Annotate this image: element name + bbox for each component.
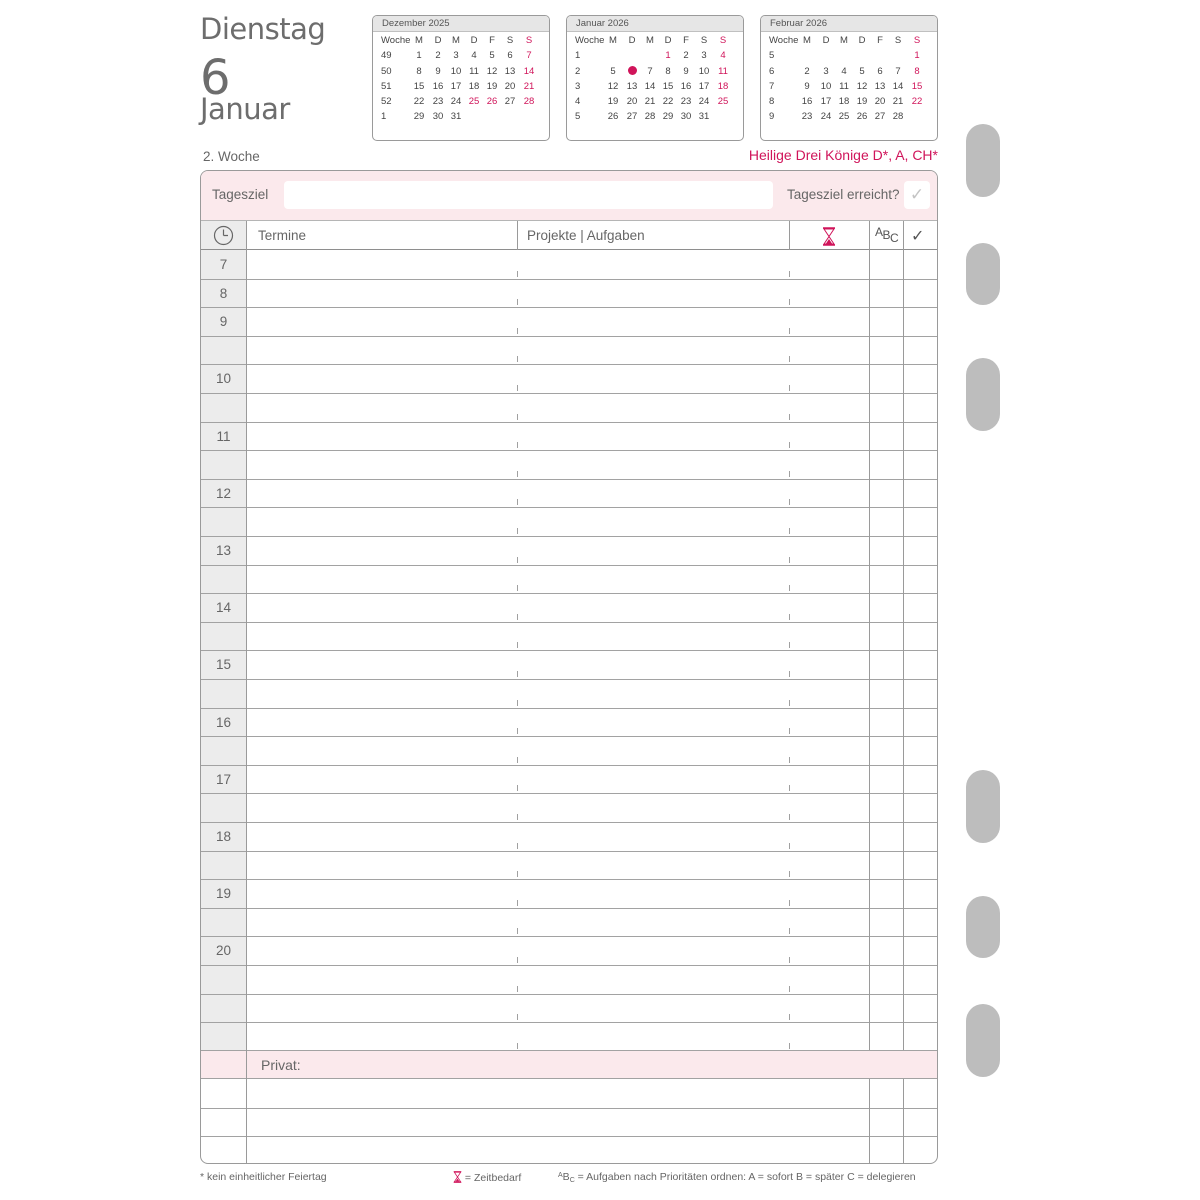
weekday-header: D bbox=[434, 35, 442, 46]
calendar-day: 26 bbox=[486, 96, 498, 108]
column-tick bbox=[517, 1043, 518, 1049]
column-tick bbox=[789, 356, 790, 362]
register-tab[interactable] bbox=[966, 358, 1000, 431]
calendar-day: 23 bbox=[680, 96, 692, 108]
calendar-day: 30 bbox=[432, 111, 444, 123]
calendar-day: 26 bbox=[607, 111, 619, 123]
daily-goal-question: Tagesziel erreicht? bbox=[787, 187, 900, 202]
weekday-header: M bbox=[452, 35, 460, 46]
duration-legend bbox=[453, 1171, 521, 1184]
column-header-row bbox=[201, 221, 937, 250]
weekday-header: S bbox=[506, 35, 514, 46]
grid-row-line bbox=[201, 708, 937, 709]
column-tick bbox=[789, 299, 790, 305]
weekday-header: M bbox=[803, 35, 811, 46]
column-tick bbox=[517, 299, 518, 305]
hour-label: 14 bbox=[215, 600, 232, 616]
column-tick bbox=[789, 728, 790, 734]
column-tick bbox=[789, 642, 790, 648]
column-tick bbox=[789, 871, 790, 877]
week-number: 5 bbox=[769, 50, 775, 62]
column-tick bbox=[517, 986, 518, 992]
calendar-week-row bbox=[761, 79, 937, 94]
week-number: 2 bbox=[575, 65, 581, 77]
calendar-day: 2 bbox=[683, 50, 689, 62]
grid-row-line bbox=[201, 994, 937, 995]
column-tick bbox=[517, 814, 518, 820]
weekday-header: F bbox=[683, 35, 689, 46]
calendar-day: 22 bbox=[413, 96, 425, 108]
column-tick bbox=[789, 442, 790, 448]
week-number: 6 bbox=[769, 65, 775, 77]
daily-goal-checkbox[interactable]: ✓ bbox=[904, 181, 930, 209]
calendar-day: 11 bbox=[718, 65, 728, 77]
grid-row-line bbox=[201, 622, 937, 623]
column-tick bbox=[517, 585, 518, 591]
calendar-day: 27 bbox=[504, 96, 516, 108]
calendar-day: 31 bbox=[450, 111, 462, 123]
week-number: 5 bbox=[575, 111, 581, 123]
column-tick bbox=[789, 671, 790, 677]
calendar-day: 14 bbox=[644, 80, 656, 92]
calendar-day: 3 bbox=[701, 50, 707, 62]
column-tick bbox=[517, 1014, 518, 1020]
month-title: Januar bbox=[200, 92, 290, 126]
column-tick bbox=[517, 642, 518, 648]
grid-row-line bbox=[201, 593, 937, 594]
calendar-week-row bbox=[567, 48, 743, 63]
calendar-day: 12 bbox=[856, 80, 868, 92]
mini-calendar-january bbox=[566, 15, 744, 141]
done-check-header: ✓ bbox=[911, 228, 925, 245]
hourglass-icon bbox=[453, 1171, 462, 1183]
calendar-day: 14 bbox=[892, 80, 904, 92]
column-tick bbox=[517, 843, 518, 849]
weekday-header: S bbox=[894, 35, 902, 46]
calendar-day: 19 bbox=[607, 96, 619, 108]
calendar-day: 13 bbox=[626, 80, 638, 92]
calendar-day: 6 bbox=[507, 50, 513, 62]
calendar-day: 5 bbox=[859, 65, 865, 77]
hour-label: 9 bbox=[219, 314, 228, 330]
calendar-day: 8 bbox=[665, 65, 671, 77]
calendar-day: 6 bbox=[877, 65, 883, 77]
grid-row-line bbox=[201, 965, 937, 966]
calendar-day: 29 bbox=[413, 111, 425, 123]
week-number: 9 bbox=[769, 111, 775, 123]
done-column-divider bbox=[903, 1079, 904, 1164]
week-number: 50 bbox=[381, 65, 392, 77]
register-tab[interactable] bbox=[966, 896, 1000, 958]
calendar-day: 7 bbox=[647, 65, 653, 77]
week-number: 52 bbox=[381, 96, 392, 108]
column-tick bbox=[517, 385, 518, 391]
column-tick bbox=[517, 557, 518, 563]
calendar-day: 27 bbox=[626, 111, 638, 123]
calendar-week-row bbox=[373, 109, 549, 124]
column-tick bbox=[517, 414, 518, 420]
calendar-week-row bbox=[373, 94, 549, 109]
calendar-day: 4 bbox=[471, 50, 477, 62]
weekday-header: M bbox=[609, 35, 617, 46]
calendar-day: 19 bbox=[486, 80, 498, 92]
weekday-header: S bbox=[700, 35, 708, 46]
column-tick bbox=[789, 1043, 790, 1049]
calendar-week-row bbox=[567, 109, 743, 124]
week-number: 4 bbox=[575, 96, 581, 108]
calendar-day: 11 bbox=[839, 80, 849, 92]
calendar-day: 20 bbox=[504, 80, 516, 92]
column-tick bbox=[517, 271, 518, 277]
projects-column-divider bbox=[517, 221, 518, 250]
column-tick bbox=[789, 957, 790, 963]
column-tick bbox=[789, 614, 790, 620]
column-tick bbox=[789, 757, 790, 763]
weekday-header: M bbox=[646, 35, 654, 46]
calendar-day: 15 bbox=[911, 80, 923, 92]
calendar-day: 24 bbox=[450, 96, 462, 108]
calendar-day: 26 bbox=[856, 111, 868, 123]
week-number: 8 bbox=[769, 96, 775, 108]
mini-calendar-february bbox=[760, 15, 938, 141]
calendar-day: 21 bbox=[644, 96, 656, 108]
week-number: 2. Woche bbox=[203, 149, 260, 164]
weekday-header: D bbox=[470, 35, 478, 46]
footnote: * kein einheitlicher Feiertag bbox=[200, 1171, 327, 1183]
appointments-header: Termine bbox=[258, 228, 307, 243]
column-tick bbox=[517, 614, 518, 620]
grid-row-line bbox=[201, 364, 937, 365]
calendar-day: 5 bbox=[489, 50, 495, 62]
calendar-day: 31 bbox=[698, 111, 710, 123]
calendar-day: 17 bbox=[450, 80, 462, 92]
column-tick bbox=[789, 843, 790, 849]
hour-label: 11 bbox=[216, 428, 231, 444]
calendar-day: 14 bbox=[523, 65, 535, 77]
column-tick bbox=[517, 785, 518, 791]
column-tick bbox=[517, 528, 518, 534]
week-number: 51 bbox=[381, 80, 392, 92]
weekday-header: D bbox=[628, 35, 636, 46]
weekday-header: F bbox=[877, 35, 883, 46]
private-row-line bbox=[201, 1136, 937, 1137]
week-column-header: Woche bbox=[575, 35, 605, 46]
calendar-day: 15 bbox=[413, 80, 425, 92]
column-tick bbox=[517, 957, 518, 963]
day-planner-grid bbox=[200, 170, 938, 1164]
grid-row-line bbox=[201, 650, 937, 651]
calendar-day: 4 bbox=[841, 65, 847, 77]
duration-legend-text: = Zeitbedarf bbox=[464, 1172, 522, 1184]
calendar-day: 16 bbox=[680, 80, 692, 92]
column-tick bbox=[789, 585, 790, 591]
column-tick bbox=[517, 671, 518, 677]
calendar-day: 25 bbox=[468, 96, 480, 108]
grid-row-line bbox=[201, 822, 937, 823]
column-tick bbox=[789, 1014, 790, 1020]
calendar-day: 28 bbox=[892, 111, 904, 123]
column-tick bbox=[517, 356, 518, 362]
week-number: 1 bbox=[575, 50, 581, 62]
grid-row-line bbox=[201, 736, 937, 737]
calendar-day: 1 bbox=[914, 50, 920, 62]
column-tick bbox=[789, 557, 790, 563]
daily-goal-input[interactable] bbox=[284, 181, 773, 209]
priority-column-divider bbox=[869, 221, 870, 1050]
calendar-day: 7 bbox=[526, 50, 532, 62]
column-tick bbox=[789, 785, 790, 791]
grid-row-line bbox=[201, 450, 937, 451]
week-number: 49 bbox=[381, 50, 392, 62]
week-number: 7 bbox=[769, 80, 775, 92]
register-tab[interactable] bbox=[966, 124, 1000, 197]
register-tab[interactable] bbox=[966, 1004, 1000, 1077]
priority-legend-text: = Aufgaben nach Prioritäten ordnen: A = sofort B = später C = delegieren bbox=[577, 1171, 916, 1183]
daily-goal-bar bbox=[201, 171, 937, 221]
calendar-day: 23 bbox=[801, 111, 813, 123]
grid-row-line bbox=[201, 479, 937, 480]
calendar-day: 1 bbox=[416, 50, 422, 62]
hourglass-icon bbox=[822, 227, 836, 246]
calendar-day: 16 bbox=[801, 96, 813, 108]
weekday-header: D bbox=[822, 35, 830, 46]
week-number: 1 bbox=[381, 111, 387, 123]
grid-row-line bbox=[201, 879, 937, 880]
hour-label: 17 bbox=[215, 771, 232, 787]
column-tick bbox=[789, 928, 790, 934]
calendar-day: 22 bbox=[911, 96, 923, 108]
time-column-divider bbox=[246, 221, 247, 1164]
day-number: 6 bbox=[200, 50, 231, 106]
calendar-day: 2 bbox=[435, 50, 441, 62]
grid-row-line bbox=[201, 393, 937, 394]
calendar-week-row bbox=[373, 79, 549, 94]
calendar-day: 12 bbox=[486, 65, 498, 77]
calendar-day: 28 bbox=[523, 96, 535, 108]
calendar-day: 25 bbox=[838, 111, 850, 123]
grid-row-line bbox=[201, 851, 937, 852]
calendar-day: 8 bbox=[914, 65, 920, 77]
calendar-day: 13 bbox=[504, 65, 516, 77]
calendar-day: 13 bbox=[874, 80, 886, 92]
priority-legend: $^A$BC = Aufgaben nach Prioritäten ordnen: A = sofort B = später C = delegieren bbox=[558, 1171, 916, 1184]
hour-label: 13 bbox=[215, 543, 232, 558]
calendar-day: 23 bbox=[432, 96, 444, 108]
column-tick bbox=[517, 928, 518, 934]
calendar-day: 9 bbox=[804, 80, 810, 92]
calendar-day: 16 bbox=[432, 80, 444, 92]
column-tick bbox=[789, 528, 790, 534]
column-tick bbox=[517, 442, 518, 448]
calendar-day: 18 bbox=[838, 96, 850, 108]
mini-calendar-december bbox=[372, 15, 550, 141]
column-tick bbox=[517, 757, 518, 763]
calendar-day: 10 bbox=[698, 65, 710, 77]
calendar-week-row bbox=[567, 64, 743, 79]
daily-goal-label: Tagesziel bbox=[212, 187, 269, 202]
private-section-bar bbox=[201, 1050, 937, 1079]
week-column-header: Woche bbox=[769, 35, 799, 46]
calendar-day: 15 bbox=[662, 80, 674, 92]
calendar-day: 21 bbox=[892, 96, 904, 108]
calendar-day: 5 bbox=[610, 65, 616, 77]
calendar-day: 9 bbox=[435, 65, 441, 77]
calendar-day: 9 bbox=[683, 65, 689, 77]
column-tick bbox=[789, 385, 790, 391]
weekday-header: M bbox=[415, 35, 423, 46]
grid-row-line bbox=[201, 307, 937, 308]
calendar-weekday-header bbox=[761, 33, 937, 48]
column-tick bbox=[517, 728, 518, 734]
calendar-week-row bbox=[761, 109, 937, 124]
projects-tasks-header: Projekte | Aufgaben bbox=[527, 228, 645, 243]
calendar-day: 11 bbox=[469, 65, 479, 77]
weekday-header: S bbox=[525, 35, 533, 46]
calendar-day: 17 bbox=[698, 80, 710, 92]
hour-label: 8 bbox=[219, 285, 228, 301]
grid-row-line bbox=[201, 536, 937, 537]
weekday-header: M bbox=[840, 35, 848, 46]
today-marker bbox=[623, 64, 641, 79]
holiday-label: Heilige Drei Könige D*, A, CH* bbox=[748, 147, 938, 163]
calendar-day: 25 bbox=[717, 96, 729, 108]
clock-icon bbox=[213, 225, 234, 246]
column-tick bbox=[789, 900, 790, 906]
calendar-day: 24 bbox=[698, 96, 710, 108]
grid-row-line bbox=[201, 765, 937, 766]
column-tick bbox=[517, 471, 518, 477]
calendar-day: 27 bbox=[874, 111, 886, 123]
column-tick bbox=[517, 499, 518, 505]
calendar-day: 17 bbox=[820, 96, 832, 108]
duration-column-divider bbox=[789, 221, 790, 250]
grid-row-line bbox=[201, 1022, 937, 1023]
calendar-week-row bbox=[373, 48, 549, 63]
week-number: 3 bbox=[575, 80, 581, 92]
calendar-week-row bbox=[567, 94, 743, 109]
grid-row-line bbox=[201, 507, 937, 508]
calendar-week-row bbox=[761, 48, 937, 63]
calendar-month-title: Februar 2026 bbox=[761, 16, 937, 32]
calendar-day: 24 bbox=[820, 111, 832, 123]
done-column-divider bbox=[903, 221, 904, 1050]
hour-label: 19 bbox=[215, 886, 232, 902]
hour-label: 12 bbox=[215, 485, 232, 501]
column-tick bbox=[517, 871, 518, 877]
hour-label: 15 bbox=[215, 657, 232, 673]
weekday-header: S bbox=[719, 35, 727, 46]
column-tick bbox=[789, 271, 790, 277]
grid-row-line bbox=[201, 279, 937, 280]
calendar-week-row bbox=[567, 79, 743, 94]
calendar-day: 18 bbox=[468, 80, 480, 92]
calendar-day: 2 bbox=[804, 65, 810, 77]
calendar-day: 10 bbox=[450, 65, 462, 77]
hour-label: 7 bbox=[219, 257, 228, 272]
private-label: Privat: bbox=[261, 1057, 301, 1073]
hour-label: 10 bbox=[215, 371, 232, 387]
hour-label: 18 bbox=[215, 829, 232, 844]
column-tick bbox=[789, 814, 790, 820]
column-tick bbox=[789, 499, 790, 505]
grid-row-line bbox=[201, 565, 937, 566]
column-tick bbox=[789, 471, 790, 477]
calendar-month-title: Januar 2026 bbox=[567, 16, 743, 32]
calendar-day: 3 bbox=[453, 50, 459, 62]
calendar-day: 22 bbox=[662, 96, 674, 108]
calendar-day: 29 bbox=[662, 111, 674, 123]
calendar-day: 20 bbox=[626, 96, 638, 108]
calendar-day: 19 bbox=[856, 96, 868, 108]
grid-row-line bbox=[201, 422, 937, 423]
calendar-day: 10 bbox=[820, 80, 832, 92]
calendar-week-row bbox=[373, 64, 549, 79]
column-tick bbox=[517, 700, 518, 706]
weekday-header: D bbox=[858, 35, 866, 46]
calendar-day: 4 bbox=[720, 50, 726, 62]
grid-row-line bbox=[201, 936, 937, 937]
column-tick bbox=[517, 900, 518, 906]
weekday-title: Dienstag bbox=[200, 12, 326, 46]
calendar-week-row bbox=[761, 94, 937, 109]
weekday-header: F bbox=[489, 35, 495, 46]
private-row-line bbox=[201, 1108, 937, 1109]
calendar-month-title: Dezember 2025 bbox=[373, 16, 549, 32]
calendar-day: 28 bbox=[644, 111, 656, 123]
calendar-day: 30 bbox=[680, 111, 692, 123]
column-tick bbox=[789, 986, 790, 992]
calendar-day: 21 bbox=[523, 80, 535, 92]
calendar-day: 18 bbox=[717, 80, 729, 92]
register-tab[interactable] bbox=[966, 770, 1000, 843]
hour-label: 20 bbox=[215, 943, 232, 959]
time-column bbox=[201, 221, 246, 1050]
grid-row-line bbox=[201, 679, 937, 680]
calendar-weekday-header bbox=[373, 33, 549, 48]
calendar-day: 1 bbox=[665, 50, 671, 62]
calendar-day: 7 bbox=[895, 65, 901, 77]
column-tick bbox=[789, 328, 790, 334]
weekday-header: S bbox=[913, 35, 921, 46]
calendar-day: 12 bbox=[607, 80, 619, 92]
abc-priority-icon: ABC bbox=[875, 225, 899, 245]
register-tab[interactable] bbox=[966, 243, 1000, 305]
column-tick bbox=[789, 414, 790, 420]
weekday-header: D bbox=[664, 35, 672, 46]
week-column-header: Woche bbox=[381, 35, 411, 46]
grid-row-line bbox=[201, 793, 937, 794]
calendar-weekday-header bbox=[567, 33, 743, 48]
hour-label: 16 bbox=[215, 714, 232, 730]
grid-row-line bbox=[201, 336, 937, 337]
calendar-day: 3 bbox=[823, 65, 829, 77]
grid-row-line bbox=[201, 908, 937, 909]
calendar-day: 20 bbox=[874, 96, 886, 108]
column-tick bbox=[789, 700, 790, 706]
calendar-week-row bbox=[761, 64, 937, 79]
column-tick bbox=[517, 328, 518, 334]
calendar-day: 8 bbox=[416, 65, 422, 77]
priority-column-divider bbox=[869, 1079, 870, 1164]
